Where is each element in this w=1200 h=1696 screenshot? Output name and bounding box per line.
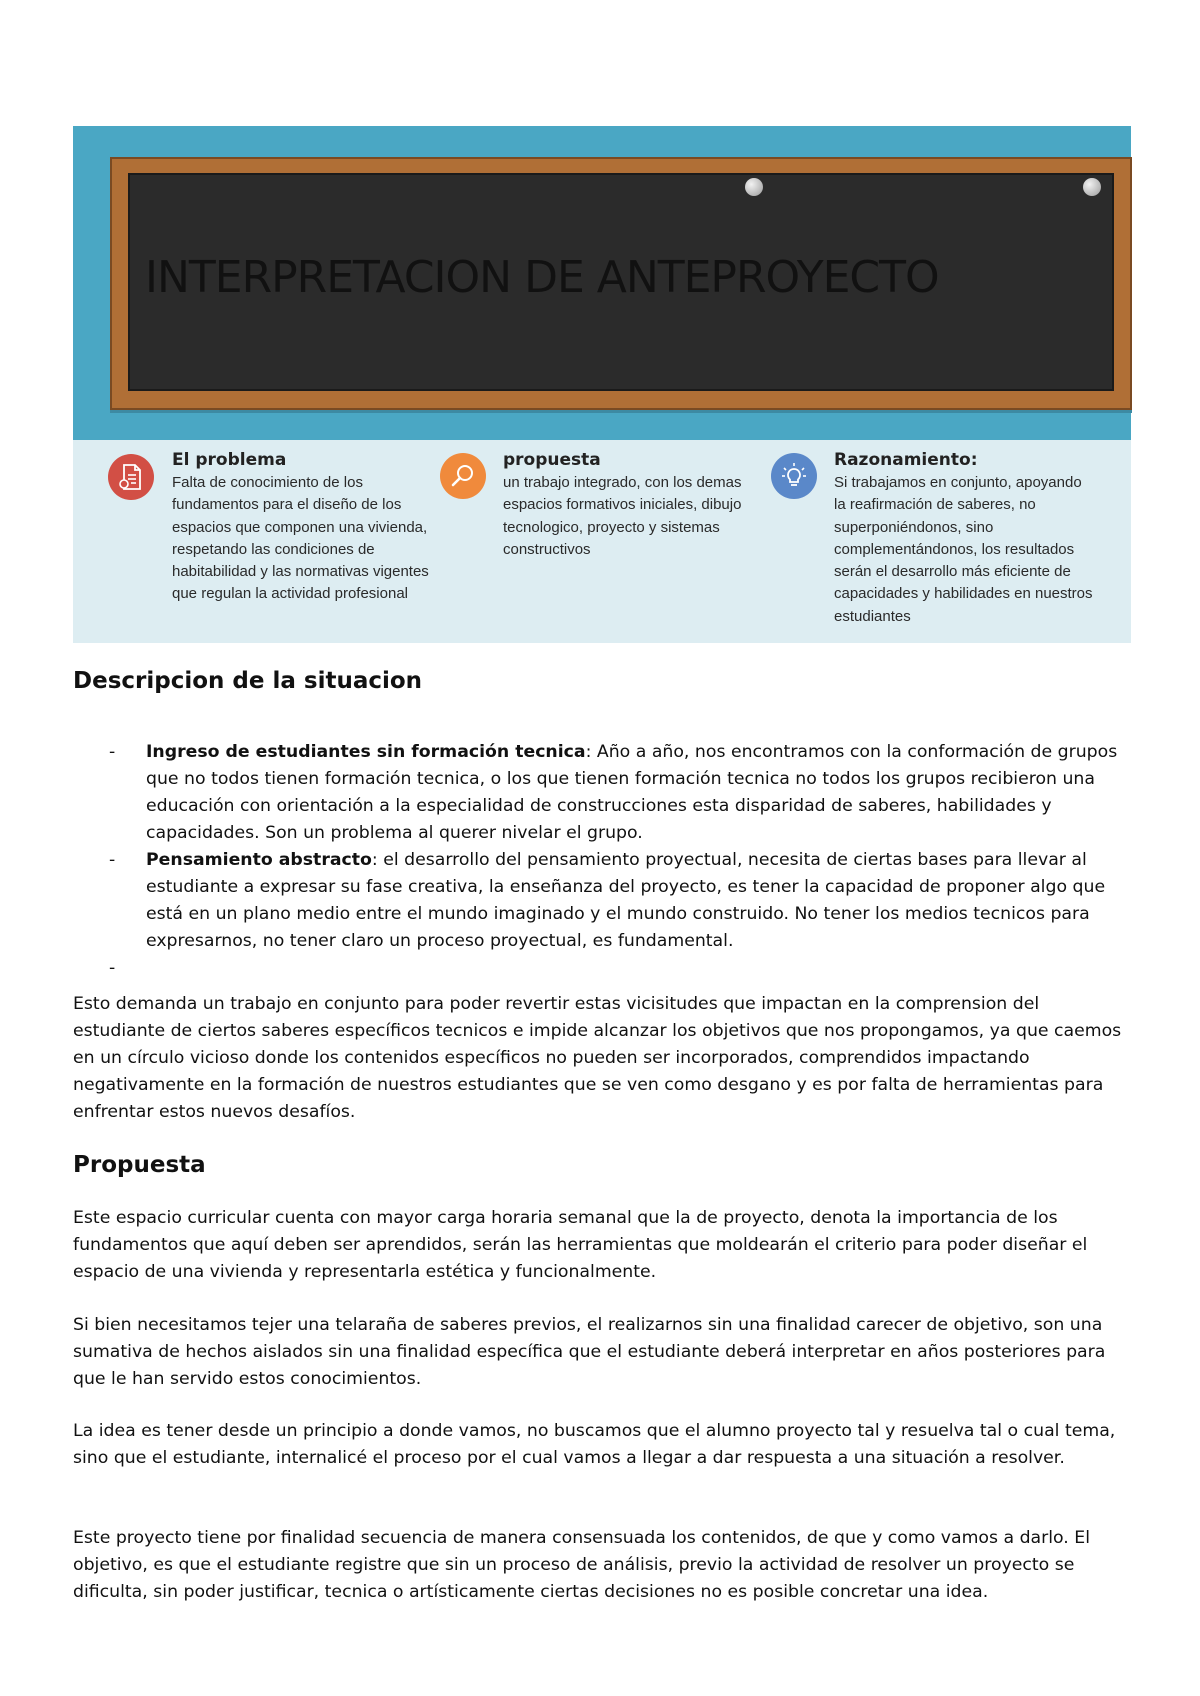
problem-column: [172, 450, 432, 606]
item-term: Ingreso de estudiantes sin formación tecnica: [146, 742, 586, 762]
section-heading: Descripcion de la situacion: [73, 668, 423, 694]
document-icon: [108, 454, 154, 500]
list-dash: -: [109, 850, 116, 870]
proposal-column: [503, 450, 763, 561]
column-text: Falta de conocimiento de los fundamentos para el diseño de los espacios que componen una vivienda, respetando las condiciones de habitabilidad y las normativas vigentes que regulan la actividad profesional: [172, 474, 429, 603]
pin-icon: [1083, 178, 1101, 196]
paragraph: Este proyecto tiene por finalidad secuencia de manera consensuada los contenidos, de que y como vamos a darlo. El objetivo, es que el estudiante registre que sin un proceso de análisis, previo la actividad de resolver un proyecto se dificulta, sin poder justificar, tecnica o artísticamente ciertas decisiones no es posible concretar una idea.: [73, 1528, 1091, 1602]
magnifier-icon: [440, 453, 486, 499]
reasoning-column: [834, 450, 1094, 628]
chalkboard-shadow: [110, 410, 1132, 413]
lightbulb-icon: [771, 453, 817, 499]
column-text: un trabajo integrado, con los demas espacios formativos iniciales, dibujo tecnologico, proyecto y sistemas constructivos: [503, 474, 742, 558]
list-dash: -: [109, 742, 116, 762]
paragraph: Si bien necesitamos tejer una telaraña de saberes previos, el realizarnos sin una finalidad carecer de objetivo, son una sumativa de hechos aislados sin una finalidad específica que el estudiante deberá interpretar en años posteriores para que le han servido estos conocimientos.: [73, 1315, 1106, 1389]
section-heading: Propuesta: [73, 1152, 206, 1178]
item-text: : Año a año, nos encontramos con la conformación de grupos que no todos tienen formación tecnica, o los que tienen formación tecnica no todos los grupos recibieron una educación con orientación a la especialidad de construcciones esta disparidad de saberes, habilidades y capacidades. Son un problema al querer nivelar el grupo.: [146, 742, 1118, 843]
paragraph: La idea es tener desde un principio a donde vamos, no buscamos que el alumno proyecto tal y resuelva tal o cual tema, sino que el estudiante, internalicé el proceso por el cual vamos a llegar a dar respuesta a una situación a resolver.: [73, 1421, 1116, 1468]
column-heading: Razonamiento:: [834, 450, 978, 470]
column-text: Si trabajamos en conjunto, apoyando la reafirmación de saberes, no superponiéndonos, sino complementándonos, los resultados serán el desarrollo más eficiente de capacidades y habilidades en nuestros estudiantes: [834, 474, 1093, 625]
paragraph: Esto demanda un trabajo en conjunto para poder revertir estas vicisitudes que impactan en la comprension del estudiante de ciertos saberes específicos tecnicos e impide alcanzar los objetivos que nos propongamos, ya que caemos en un círculo vicioso donde los contenidos específicos no pueden ser incorporados, comprendidos impactando negativamente en la formación de nuestros estudiantes que se ven como desgano y es por falta de herramientas para enfrentar estos nuevos desafíos.: [73, 994, 1122, 1122]
pin-icon: [745, 178, 763, 196]
item-term: Pensamiento abstracto: [146, 850, 372, 870]
list-dash: -: [109, 958, 116, 978]
item-text: : el desarrollo del pensamiento proyectual, necesita de ciertas bases para llevar al estudiante a expresar su fase creativa, la enseñanza del proyecto, es tener la capacidad de proponer algo que está en un plano medio entre el mundo imaginado y el mundo construido. No tener los medios tecnicos para expresarnos, no tener claro un proceso proyectual, es fundamental.: [146, 850, 1106, 951]
page-title: INTERPRETACION DE ANTEPROYECTO: [145, 252, 939, 303]
paragraph: Este espacio curricular cuenta con mayor carga horaria semanal que la de proyecto, denota la importancia de los fundamentos que aquí deben ser aprendidos, serán las herramientas que moldearán el criterio para poder diseñar el espacio de una vivienda y representarla estética y funcionalmente.: [73, 1208, 1088, 1282]
column-heading: El problema: [172, 450, 287, 470]
list-item: [73, 847, 1133, 955]
column-heading: propuesta: [503, 450, 601, 470]
list-item: [73, 739, 1133, 847]
list-item: [73, 955, 1133, 982]
situation-list: [73, 721, 1133, 982]
